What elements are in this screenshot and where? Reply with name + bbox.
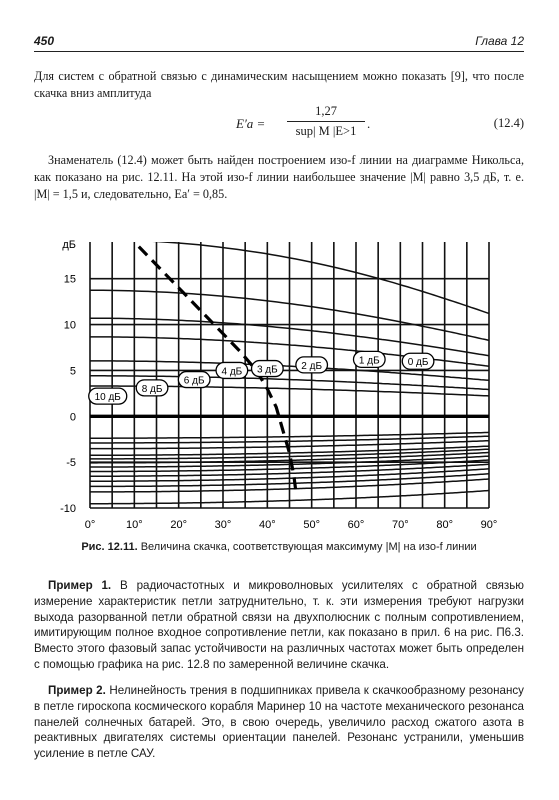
- example-1: [34, 578, 524, 673]
- contour-label: 8 дБ: [141, 383, 163, 395]
- chapter-title: Глава 12: [475, 34, 524, 48]
- figure-caption: [34, 541, 524, 553]
- paragraph-nichols: Знаменатель (12.4) может быть найден построением изо-f линии на диаграмме Никольса, как показано на рис. 12.11. На этой изо-f линии наибольшее значение |M| равно 3,5 дБ, т. е. |M| = 1,5 и, следовательно, Ea′ = 0,85.: [34, 153, 524, 201]
- x-tick-label: 50°: [303, 519, 320, 531]
- caption-text: Величина скачка, соответствующая максимуму |M| на изо-f линии: [140, 541, 477, 553]
- example-2: [34, 683, 524, 762]
- y-axis-label: дБ: [62, 239, 76, 251]
- example-2-text: Нелинейность трения в подшипниках привела к скачкообразному резонансу в петле гироскопа космического корабля Маринер 10 на частоте механического резонанса панелей солнечных батарей. Это, в свою очередь, увеличило расход сжатого азота в реактивных двигателях системы ориентации панелей. Резонанс устранили, уменьшив усиление в петле САУ.: [34, 684, 524, 761]
- contour-label: 1 дБ: [358, 355, 380, 367]
- y-tick-label: 15: [63, 273, 76, 286]
- example-1-label: Пример 1.: [48, 579, 112, 592]
- caption-label: Рис. 12.11.: [81, 541, 138, 553]
- x-tick-label: 60°: [347, 519, 365, 531]
- contour-label: 4 дБ: [221, 366, 243, 378]
- contour-label: 6 дБ: [183, 375, 205, 387]
- example-2-label: Пример 2.: [48, 684, 106, 697]
- x-tick-label: 20°: [170, 519, 187, 531]
- example-1-text: В радиочастотных и микроволновых усилителях с обратной связью измерение характеристик петли затруднительно, т. к. эти измерения требуют нагрузки выхода разорванной петли обратной связи на двухполюсник с полным сопротивлением, имитирующим полное входное сопротивление петли, как показано в прил. 6 на рис. П6.3. Вместо этого фазовый запас устойчивости на различных частотах может быть определен с помощью графика на рис. 12.8 по замеренной величине скачка.: [34, 579, 524, 671]
- contour-label: 10 дБ: [94, 392, 121, 404]
- x-tick-label: 10°: [126, 519, 143, 531]
- page-number: 450: [34, 34, 55, 48]
- nichols-chart: [34, 226, 504, 532]
- x-tick-label: 30°: [214, 519, 232, 531]
- y-tick-label: -10: [60, 503, 76, 515]
- y-tick-label: 5: [69, 365, 76, 378]
- x-tick-label: 80°: [436, 519, 453, 531]
- equation-denominator: sup| M |E>1: [295, 124, 357, 138]
- y-tick-label: 0: [69, 411, 76, 424]
- m-contour: [82, 510, 498, 523]
- y-tick-label: 10: [63, 319, 76, 332]
- equation-numerator: 1,27: [287, 104, 365, 122]
- y-tick-label: -5: [66, 457, 76, 470]
- equation-lhs: E′a =: [236, 116, 266, 131]
- x-tick-label: 90°: [480, 519, 498, 531]
- contour-label: 2 дБ: [301, 360, 323, 372]
- page-header: [34, 34, 524, 54]
- header-rule: [34, 51, 524, 52]
- contour-label: 3 дБ: [256, 364, 278, 376]
- equation-period: .: [367, 116, 371, 131]
- equation-12-4: [34, 104, 524, 150]
- x-tick-label: 70°: [392, 519, 409, 531]
- equation-number: (12.4): [493, 116, 524, 130]
- intro-paragraph: Для систем с обратной связью с динамическим насыщением можно показать [9], что после скачка вниз амплитуда: [34, 69, 524, 100]
- x-tick-label: 40°: [259, 519, 276, 531]
- equation-fraction: [287, 104, 365, 139]
- contour-label: 0 дБ: [407, 357, 429, 369]
- x-tick-label: 0°: [84, 519, 96, 531]
